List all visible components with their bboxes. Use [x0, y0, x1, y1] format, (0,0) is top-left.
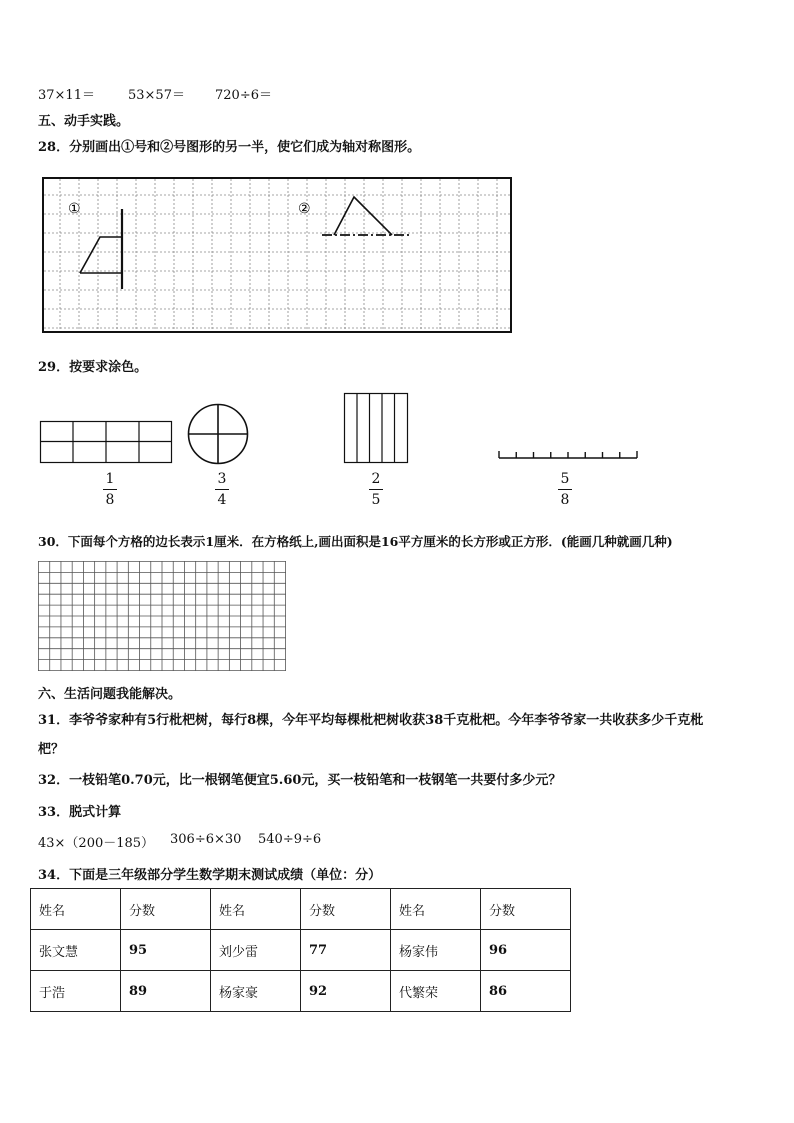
- calc-expression-3: 540÷9÷6: [258, 832, 322, 847]
- header-cell: 姓名: [391, 889, 481, 930]
- calc-expression-2: 306÷6×30: [170, 832, 242, 847]
- header-cell: 分数: [301, 889, 391, 930]
- fraction-five-eighths: [550, 471, 580, 508]
- question-34: 34．下面是三年级部分学生数学期末测试成绩（单位：分）: [38, 868, 382, 883]
- question-31-line2: 杷？: [38, 742, 65, 757]
- figure-label-1: ①: [68, 201, 81, 217]
- numerator: 1: [105, 471, 115, 487]
- expression-3: 720÷6＝: [215, 88, 272, 103]
- denominator: 8: [560, 492, 570, 508]
- figure-2: [322, 197, 410, 235]
- fraction-two-fifths: [361, 471, 391, 508]
- denominator: 5: [371, 492, 381, 508]
- question-28: 28．分别画出①号和②号图形的另一半，使它们成为轴对称图形。: [38, 140, 421, 155]
- header-cell: 姓名: [211, 889, 301, 930]
- denominator: 4: [217, 492, 227, 508]
- question-29: 29．按要求涂色。: [38, 360, 148, 375]
- rectangle-eighths: [40, 421, 172, 463]
- section-6-heading: 六、生活问题我能解决。: [38, 687, 182, 702]
- figure-1: [80, 209, 122, 289]
- header-cell: 姓名: [31, 889, 121, 930]
- question-31-line1: 31．李爷爷家种有5行枇杷树，每行8棵，今年平均每棵枇杷树收获38千克枇杷。今年李爷爷家一共收获多少千克枇: [38, 713, 704, 728]
- student-name: 杨家豪: [211, 971, 301, 1012]
- segment-eighths: [498, 448, 638, 460]
- student-name: 代繁荣: [391, 971, 481, 1012]
- rectangle-fifths: [344, 393, 408, 463]
- scores-table: [30, 888, 571, 1012]
- denominator: 8: [105, 492, 115, 508]
- question-33: 33．脱式计算: [38, 805, 122, 820]
- calc-expression-1: 43×（200－185）: [38, 836, 155, 851]
- section-5-heading: 五、动手实践。: [38, 114, 130, 129]
- student-score: 89: [121, 971, 211, 1012]
- expression-2: 53×57＝: [128, 88, 185, 103]
- student-score: 86: [481, 971, 571, 1012]
- circle-quarters: [187, 403, 249, 465]
- table-header-row: [31, 889, 571, 930]
- question-30: 30．下面每个方格的边长表示1厘米．在方格纸上,画出面积是16平方厘米的长方形或正方形．(能画几种就画几种): [38, 534, 673, 549]
- symmetry-grid: [42, 177, 512, 333]
- student-score: 95: [121, 930, 211, 971]
- student-name: 杨家伟: [391, 930, 481, 971]
- student-name: 刘少雷: [211, 930, 301, 971]
- figure-label-2: ②: [298, 201, 311, 217]
- student-name: 于浩: [31, 971, 121, 1012]
- fraction-one-eighth: [95, 471, 125, 508]
- numerator: 2: [371, 471, 381, 487]
- table-row: [31, 971, 571, 1012]
- expression-1: 37×11＝: [38, 88, 95, 103]
- fraction-three-quarters: [207, 471, 237, 508]
- table-row: [31, 930, 571, 971]
- student-name: 张文慧: [31, 930, 121, 971]
- square-grid: [38, 561, 286, 671]
- student-score: 92: [301, 971, 391, 1012]
- question-32: 32．一枝铅笔0.70元，比一根钢笔便宜5.60元，买一枝铅笔和一枝钢笔一共要付多少元？: [38, 773, 562, 788]
- numerator: 5: [560, 471, 570, 487]
- numerator: 3: [217, 471, 227, 487]
- student-score: 77: [301, 930, 391, 971]
- student-score: 96: [481, 930, 571, 971]
- header-cell: 分数: [121, 889, 211, 930]
- header-cell: 分数: [481, 889, 571, 930]
